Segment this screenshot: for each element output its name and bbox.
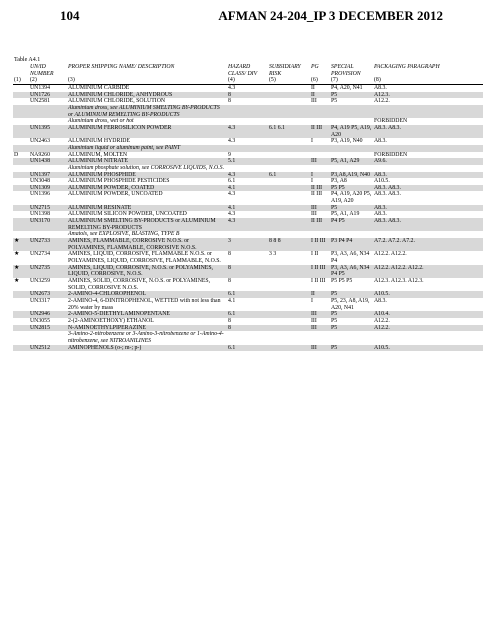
packaging-cell: A8.3. [373,172,483,179]
hazard-cell: 8 [227,325,268,332]
special-cell: P5 [331,317,338,324]
un-id-cell: UN1395 [29,125,67,138]
table-row [13,345,483,352]
special-cell [330,231,373,238]
pg-cell: II III [310,218,330,231]
hazard-cell [227,165,268,172]
packaging-cell: A12.2. [374,317,390,324]
hazard-cell: 4.1 [227,185,268,192]
column-number: (6) [310,77,330,84]
un-id-cell: UN1726 [29,92,67,99]
packaging-cell: A8.3. [374,297,387,304]
hazard-cell: 4.3 [228,84,236,91]
pg-cell: I II [311,251,319,258]
hazard-cell [227,331,268,344]
pg-cell: II [311,84,315,91]
column-number: (3) [67,77,227,84]
risk-cell [268,265,310,278]
column-number: (4) [227,77,268,84]
packaging-cell: A12.2. A12.2. [374,251,407,258]
hazard-cell [227,145,268,152]
hazard-cell: 4.1 [227,205,268,212]
special-cell: P4, A19, A20 P5, A19, A20 [331,191,372,205]
un-id-cell [29,145,67,152]
pg-cell [310,152,330,159]
packaging-cell: A8.3. A8.3. [374,191,401,198]
risk-cell [268,211,310,218]
packaging-cell: A8.3. [373,205,483,212]
name-cell: Aluminium liquid or aluminum paint, see PAINT [67,145,227,152]
column-number: (5) [268,77,310,84]
special-cell: P3 P4 P4 [330,238,373,251]
symbol-cell: ★ [14,251,20,258]
document-title: AFMAN 24-204_IP 3 DECEMBER 2012 [218,8,443,23]
packaging-cell: A12.2. [373,325,483,332]
un-id-cell: UN3170 [29,218,67,231]
un-id-cell: UN2463 [30,138,50,145]
pg-cell: III [310,311,330,318]
risk-cell [268,278,310,291]
table-row [13,278,483,291]
hazard-cell: 8 [227,92,268,99]
packaging-cell: A12.3. A12.3. A12.3. [374,278,424,284]
packaging-cell: A10.5. [373,345,483,352]
symbol-cell [13,205,29,212]
risk-cell [268,158,310,165]
column-number-row [13,77,483,84]
symbol-cell [13,218,29,231]
hazard-cell: 3 [227,238,268,251]
special-cell: P5 [330,205,373,212]
pg-cell: I II III [310,265,330,278]
table-body [13,84,483,351]
table-row [13,218,483,231]
hazard-cell: 6.1 [227,291,268,298]
un-id-cell: UN1398 [30,211,50,218]
risk-cell [268,118,310,125]
name-cell: AMINES, LIQUID, CORROSIVE, FLAMMABLE N.O.S. or POLYAMINES, LIQUID, CORROSIVE, FLAMMABLE, N.O.S. [68,251,221,265]
risk-cell [268,105,310,118]
special-cell [330,118,373,125]
name-cell: AMINES, LIQUID, CORROSIVE, N.O.S. or POLYAMINES, LIQUID, CORROSIVE, N.O.S. [67,265,227,278]
packaging-cell [373,105,483,118]
packaging-cell: A10.4. [373,311,483,318]
risk-cell: 8 8 8 [268,238,310,251]
hazmat-table [13,64,483,351]
symbol-cell [13,211,29,218]
name-cell: ALUMINIUM SILICON POWDER, UNCOATED [68,211,187,218]
table-row [13,291,483,298]
pg-cell: I [311,178,313,185]
name-cell: AMINES, SOLID, CORROSIVE, N.O.S. or POLYAMINES, SOLID, CORROSIVE N.O.S. [68,278,211,291]
symbol-cell [13,325,29,332]
packaging-cell: A12.2. [374,98,390,105]
risk-cell [268,318,310,325]
symbol-cell: ★ [13,238,29,251]
risk-cell [268,231,310,238]
table-row [13,231,483,238]
pg-cell [310,105,330,118]
pg-cell: III [310,325,330,332]
page-number: 104 [60,8,80,23]
un-id-cell: UN1309 [29,185,67,192]
pg-cell: III [311,317,317,324]
table-row [13,98,483,105]
pg-cell [310,165,330,172]
un-id-cell: UN3259 [30,278,50,284]
name-cell: ALUMINIUM FERROSILICON POWDER [67,125,227,138]
hazard-cell: 4.1 [228,297,236,304]
packaging-cell [373,331,483,344]
special-cell: P4, A20, N41 [331,84,363,91]
name-cell: Aluminium dross, wet or hot [68,118,134,125]
special-cell: P5, A1, A19 [331,211,360,218]
special-cell: P5 [330,345,373,352]
risk-cell [268,165,310,172]
special-cell: P4, A19 P5, A19, A20 [331,124,372,138]
packaging-cell: A12.2. A12.2. A12.2. [373,265,483,278]
packaging-cell: A8.3. [374,84,387,91]
symbol-cell [13,145,29,152]
pg-cell: III [310,158,330,165]
packaging-cell: A8.3. A8.3. [373,185,483,192]
symbol-cell: D [14,151,19,158]
un-id-cell [29,118,67,125]
hazard-cell: 8 [228,251,231,258]
table-row [13,92,483,99]
risk-cell [268,145,310,152]
name-cell: ALUMINIUM CARBIDE [68,84,130,91]
symbol-cell [13,165,29,172]
name-cell: ALUMINIUM CHLORIDE, SOLUTION [68,98,166,105]
packaging-cell: A8.3. A8.3. [373,125,483,138]
hazard-cell [227,105,268,118]
un-id-cell: UN3048 [30,178,50,185]
pg-cell: III [310,205,330,212]
special-cell [330,152,373,159]
un-id-cell: UN1394 [30,84,50,91]
risk-cell [268,205,310,212]
name-cell: ALUMINIUM PHOSPHIDE PESTICIDES [68,178,170,185]
pg-cell [310,145,330,152]
table-row [13,118,483,125]
un-id-cell: UN1396 [30,191,50,198]
hazard-cell: 5.1 [227,158,268,165]
symbol-cell [13,178,29,185]
special-cell [330,105,373,118]
column-number: (2) [29,77,67,84]
hazard-cell: 4.3 [228,191,236,198]
table-row [13,265,483,278]
packaging-cell: A9.6. [373,158,483,165]
special-cell: P5 [330,311,373,318]
risk-cell [268,152,310,159]
packaging-cell: A10.5. [373,291,483,298]
pg-cell: I II III [310,238,330,251]
pg-cell: II [310,291,330,298]
symbol-cell [13,125,29,138]
packaging-cell: A8.3. A8.3. [373,218,483,231]
risk-cell [268,311,310,318]
header-pg: PG [311,64,319,70]
un-id-cell: UN2512 [29,345,67,352]
hazard-cell: 4.3 [227,172,268,179]
packaging-cell: FORBIDDEN [374,118,408,125]
risk-cell [268,291,310,298]
un-id-cell: UN2815 [29,325,67,332]
hazard-cell: 8 [228,278,231,284]
special-cell: P5 [330,325,373,332]
table-row [13,318,483,325]
un-id-cell: NA9260 [30,151,50,158]
name-cell: ALUMINUM, MOLTEN [68,151,128,158]
risk-cell: 6.1 [268,172,310,179]
risk-cell [268,98,310,105]
pg-cell: III [311,98,317,105]
table-row [13,205,483,212]
risk-cell [268,138,310,145]
un-id-cell: UN2734 [30,251,50,258]
special-cell: P3, A8 [331,178,347,185]
hazard-cell [227,231,268,238]
table-row [13,172,483,179]
symbol-cell [13,291,29,298]
table-row [13,238,483,251]
header-hazard: HAZARD CLASS/ DIV [228,64,258,77]
special-cell: P5 P5 [330,185,373,192]
packaging-cell [373,231,483,238]
un-id-cell [29,165,67,172]
pg-cell [310,118,330,125]
name-cell: ALUMINIUM CHLORIDE, ANHYDROUS [67,92,227,99]
table-row [13,145,483,152]
un-id-cell: UN2946 [29,311,67,318]
table-row [13,185,483,192]
header-symbols [13,64,29,77]
symbol-cell [13,98,29,105]
symbol-cell [13,92,29,99]
special-cell: P3, A3, A6, N34 P4 P5 [330,265,373,278]
symbol-cell: ★ [13,265,29,278]
packaging-cell [373,165,483,172]
symbol-cell: ★ [14,278,20,284]
risk-cell [268,84,310,91]
table-row [13,84,483,91]
table-row [13,152,483,159]
hazard-cell [227,118,268,125]
hazard-cell: 4.3 [228,138,236,145]
table-row [13,158,483,165]
name-cell: 2-AMINO-4, 6-DINITROPHENOL, WETTED with not less than 20% water by mass [68,297,221,311]
un-id-cell: UN2735 [29,265,67,278]
un-id-cell: UN2733 [29,238,67,251]
packaging-cell: FORBIDDEN [374,151,408,158]
symbol-cell [13,158,29,165]
hazard-cell: 8 [227,265,268,278]
name-cell: AMINES, FLAMMABLE, CORROSIVE N.O.S. or POLYAMINES, FLAMMABLE, CORROSIVE N.O.S. [67,238,227,251]
name-cell: ALUMINIUM POWDER, UNCOATED [68,191,163,198]
table-row [13,125,483,138]
packaging-cell: A7.2. A7.2. A7.2. [373,238,483,251]
header-un-id: UN/ID NUMBER [30,64,54,77]
table-row [13,191,483,204]
name-cell: N-AMINOETHYLPIPERAZINE [67,325,227,332]
name-cell: Aluminium dross, see ALUMINIUM SMELTING BY-PRODUCTS or ALUMINIUM REMELTING BY-PRODUCTS [67,105,227,118]
name-cell: 3-Amino-2-nitrobenzene or 3-Amino-3-nitrobenzene or 1-Amino-4-nitrobenzene, see NITROANILINES [68,331,224,344]
hazard-cell: 4.3 [227,125,268,138]
page-header [60,8,443,26]
name-cell: ALUMINIUM PHOSPHIDE [67,172,227,179]
table-title: Table A4.1 [14,57,41,63]
header-name: PROPER SHIPPING NAME/ DESCRIPTION [68,64,175,70]
symbol-cell [13,185,29,192]
un-id-cell [29,105,67,118]
name-cell: AMINOPHENOLS (o-; m-; p-) [67,345,227,352]
table-row [13,211,483,218]
name-cell: ALUMINIUM RESINATE [67,205,227,212]
table-row [13,105,483,118]
special-cell: P3, A19, N40 [331,138,363,145]
table-row [13,311,483,318]
risk-cell [268,178,310,185]
symbol-cell [13,331,29,344]
hazard-cell: 9 [228,151,231,158]
table-row [13,331,483,344]
un-id-cell [29,331,67,344]
risk-cell [268,298,310,311]
hazard-cell: 4.3 [227,218,268,231]
name-cell: ALUMINIUM POWDER, COATED [67,185,227,192]
pg-cell [310,331,330,344]
special-cell: P3,A8,A19, N40 [330,172,373,179]
name-cell: Amatols, see EXPLOSIVE, BLASTING, TYPE B [68,231,180,238]
pg-cell [310,231,330,238]
pg-cell: II III [310,185,330,192]
un-id-cell: UN1397 [29,172,67,179]
special-cell: P4 P5 [330,218,373,231]
special-cell: P3, A3, A6, N34 P4 [331,251,370,265]
risk-cell [268,218,310,231]
pg-cell: II III [310,125,330,138]
risk-cell: 3 3 [269,251,277,258]
pg-cell: I [310,172,330,179]
pg-cell: I [311,297,313,304]
header-risk: SUBSIDIARY RISK [269,64,301,77]
name-cell: Aluminium phosphate solution, see CORROSIVE LIQUIDS, N.O.S. [68,164,225,171]
risk-cell [268,92,310,99]
special-cell [330,145,373,152]
packaging-cell [373,145,483,152]
pg-cell: III [311,211,317,218]
special-cell: P5 [330,291,373,298]
table-row [13,165,483,172]
un-id-cell: UN2673 [29,291,67,298]
table-row [13,325,483,332]
symbol-cell [13,345,29,352]
table-row [13,138,483,145]
pg-cell: II [310,92,330,99]
un-id-cell [29,231,67,238]
table-row [13,178,483,185]
hazard-cell: 6.1 [227,311,268,318]
symbol-cell [13,231,29,238]
pg-cell: II III [311,191,323,198]
symbol-cell [13,298,29,311]
table-row [13,298,483,311]
pg-cell: I II III [311,278,326,284]
name-cell: 2-AMINO-4-CHLOROPHENOL [67,291,227,298]
hazard-cell: 6.1 [227,345,268,352]
packaging-cell: A8.3. [374,211,387,218]
name-cell: ALUMINIUM HYDRIDE [68,138,130,145]
symbol-cell [13,191,29,204]
risk-cell [268,345,310,352]
name-cell: ALUMINIUM SMELTING BY-PRODUCTS or ALUMINIUM REMELTING BY-PRODUCTS [67,218,227,231]
un-id-cell: UN3055 [30,317,50,324]
special-cell [330,331,373,344]
risk-cell [268,191,310,204]
packaging-cell: A10.5. [374,178,390,185]
risk-cell [268,325,310,332]
pg-cell: I [311,138,313,145]
name-cell: 2-AMINO-5-DIETHYLAMINOPENTANE [67,311,227,318]
column-number: (8) [373,77,483,84]
special-cell: P5 [330,92,373,99]
un-id-cell: UN3317 [30,297,50,304]
symbol-cell [13,311,29,318]
column-number: (1) [13,77,29,84]
un-id-cell: UN1438 [29,158,67,165]
symbol-cell [13,318,29,325]
special-cell: P5 P5 P5 [331,278,353,284]
hazard-cell: 6.1 [228,178,236,185]
special-cell: P5, A1, A29 [330,158,373,165]
symbol-cell [13,105,29,118]
pg-cell: III [310,345,330,352]
header-packaging: PACKAGING PARAGRAPH [374,64,440,70]
special-cell: P5 [331,98,338,105]
hazard-cell: 8 [228,317,231,324]
column-number: (7) [330,77,373,84]
hazard-cell: 8 [228,98,231,105]
risk-cell: 6.1 6.1 [268,125,310,138]
un-id-cell: UN2715 [29,205,67,212]
packaging-cell: A12.3. [373,92,483,99]
symbol-cell [13,172,29,179]
un-id-cell: UN2581 [30,98,50,105]
symbol-cell [13,138,29,145]
table-row [13,251,483,264]
risk-cell [268,185,310,192]
hazard-cell: 4.3 [228,211,236,218]
symbol-cell [13,84,29,91]
name-cell: 2-(2-AMINOETHOXY) ETHANOL [68,317,154,324]
header-special: SPECIAL PROVISION [331,64,361,77]
name-cell: ALUMINIUM NITRATE [67,158,227,165]
risk-cell [268,331,310,344]
special-cell: P5, 23, A8, A19, A20, N41 [331,297,370,311]
symbol-cell [13,118,29,125]
special-cell [330,165,373,172]
header-row [13,64,483,77]
packaging-cell: A8.3. [374,138,387,145]
